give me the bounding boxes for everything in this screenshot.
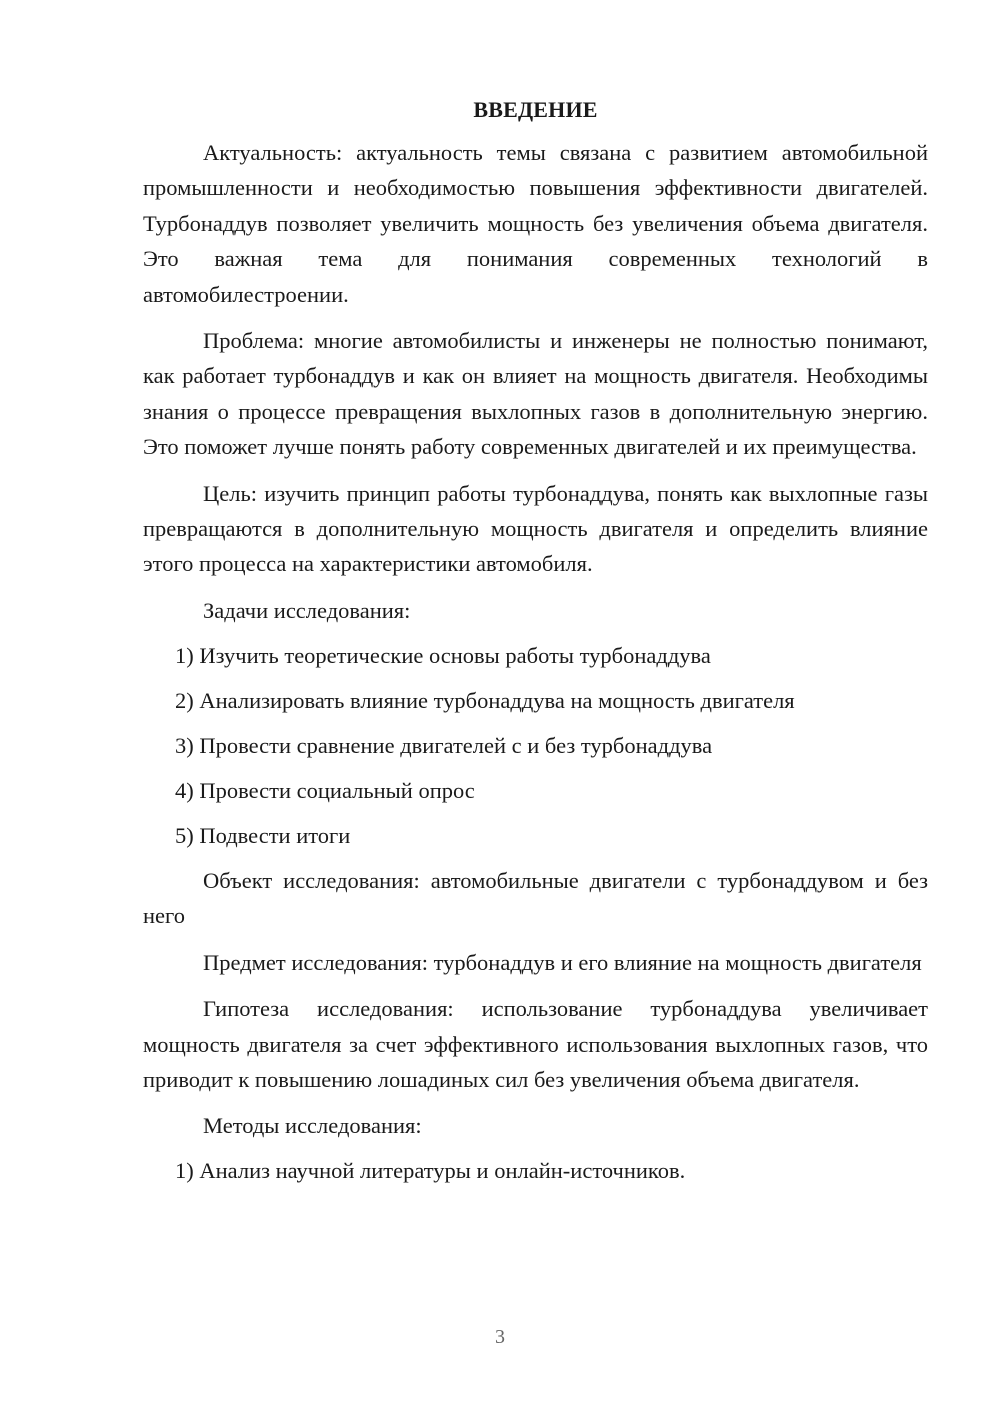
document-page: [143, 92, 928, 1198]
goal-paragraph: Цель: изучить принцип работы турбонаддува, понять как выхлопные газы превращаются в дополнительную мощность двигателя и определить влияние этого процесса на характеристики автомобиля.: [143, 480, 928, 577]
tasks-heading: Задачи исследования:: [203, 597, 411, 623]
task-item: 5) Подвести итоги: [175, 822, 351, 848]
method-item: 1) Анализ научной литературы и онлайн-источников.: [175, 1158, 686, 1184]
problem-paragraph: Проблема: многие автомобилисты и инженеры не полностью понимают, как работает турбонаддув и как он влияет на мощность двигателя. Необходимы знания о процессе превращения выхлопных газов в дополнительную энергию. Это поможет лучше понять работу современных двигателей и их преимущества.: [143, 328, 928, 460]
relevance-paragraph: Актуальность: актуальность темы связана с развитием автомобильной промышленности и необходимостью повышения эффективности двигателей. Турбонаддув позволяет увеличить мощность без увеличения объема двигателя. Это важная тема для понимания современных технологий в автомобилестроении.: [143, 140, 928, 307]
task-item: 3) Провести сравнение двигателей с и без турбонаддува: [175, 732, 713, 758]
page-number: 3: [495, 1326, 505, 1348]
object-paragraph: Объект исследования: автомобильные двигатели с турбонаддувом и без него: [143, 867, 928, 929]
methods-heading: Методы исследования:: [203, 1113, 422, 1139]
page-title: ВВЕДЕНИЕ: [473, 97, 598, 122]
task-item: 4) Провести социальный опрос: [175, 777, 475, 803]
task-item: 2) Анализировать влияние турбонаддува на мощность двигателя: [175, 687, 795, 713]
subject-paragraph: Предмет исследования: турбонаддув и его влияние на мощность двигателя: [203, 949, 922, 975]
task-item: 1) Изучить теоретические основы работы турбонаддува: [175, 642, 711, 668]
hypothesis-paragraph: Гипотеза исследования: использование турбонаддува увеличивает мощность двигателя за счет эффективного использования выхлопных газов, что приводит к повышению лошадиных сил без увеличения объема двигателя.: [143, 996, 928, 1092]
